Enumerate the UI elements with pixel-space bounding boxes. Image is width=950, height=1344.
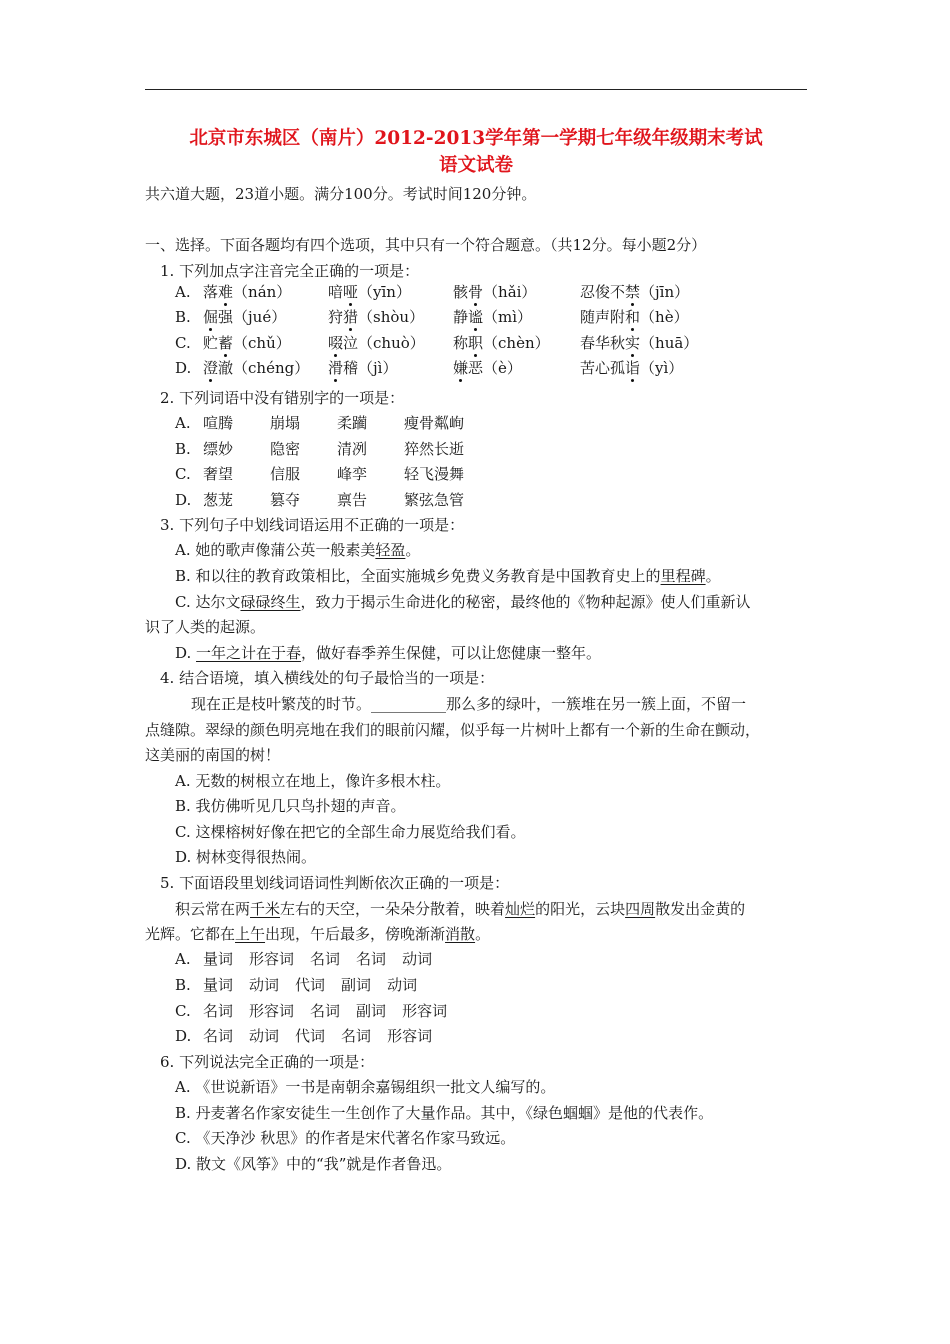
text: （nán） bbox=[233, 283, 292, 301]
pos-word: 副词 bbox=[356, 1002, 387, 1020]
pos-word: 形容词 bbox=[249, 1002, 295, 1020]
text: （huā） bbox=[640, 334, 699, 352]
pos-word: 量词 bbox=[203, 950, 234, 968]
option-letter: D. bbox=[175, 491, 192, 509]
pinyin-item bbox=[328, 283, 411, 301]
pos-word: 名词 bbox=[356, 950, 387, 968]
q4-passage-line: 点缝隙。翠绿的颜色明亮地在我们的眼前闪耀，似乎每一片树叶上都有一个新的生命在颤动， bbox=[145, 721, 761, 739]
option-letter: A. bbox=[175, 414, 191, 432]
pinyin-item bbox=[328, 334, 425, 352]
text: ，致力于揭示生命进化的秘密，最终他的《物种起源》使人们重新认 bbox=[300, 593, 751, 611]
q3-option-b bbox=[175, 567, 721, 585]
pinyin-item bbox=[453, 334, 550, 352]
text: （hǎi） bbox=[483, 283, 537, 301]
text: （chǔ） bbox=[233, 334, 291, 352]
text: 那么多的绿叶，一簇堆在另一簇上面，不留一 bbox=[446, 695, 747, 713]
q4-option: C. 这棵榕树好像在把它的全部生命力展览给我们看。 bbox=[175, 823, 526, 841]
pinyin-item bbox=[580, 283, 689, 301]
word-item: 峰孪 bbox=[337, 465, 368, 483]
pinyin-item bbox=[203, 359, 309, 377]
pos-word: 量词 bbox=[203, 976, 234, 994]
text: 出现，午后最多，傍晚渐渐 bbox=[265, 925, 446, 943]
dotted-char: 滑 bbox=[328, 359, 344, 377]
dotted-char: 谧 bbox=[468, 308, 484, 326]
word-item: 禀告 bbox=[337, 491, 368, 509]
q3-option-d bbox=[175, 644, 601, 662]
text: （hè） bbox=[640, 308, 689, 326]
text: （yì） bbox=[640, 359, 684, 377]
text: 骸 bbox=[453, 283, 469, 301]
pos-word: 形容词 bbox=[387, 1027, 433, 1045]
pos-sequence bbox=[203, 1002, 463, 1020]
underlined-phrase: 一年之计在于春 bbox=[196, 644, 302, 662]
pinyin-item bbox=[203, 283, 291, 301]
text: （chèn） bbox=[483, 334, 550, 352]
word-item: 柔躏 bbox=[337, 414, 368, 432]
dotted-char: 难 bbox=[218, 283, 234, 301]
page-title: 北京市东城区（南片）2012-2013学年第一学期七年级年级期末考试 bbox=[189, 128, 763, 149]
blank: __________ bbox=[371, 695, 447, 713]
dotted-char: 哑 bbox=[343, 283, 359, 301]
text: 。 bbox=[705, 567, 721, 585]
text: （jīn） bbox=[640, 283, 690, 301]
word-item: 奢望 bbox=[203, 465, 234, 483]
pos-word: 名词 bbox=[310, 1002, 341, 1020]
word-item: 信服 bbox=[270, 465, 301, 483]
pos-word: 动词 bbox=[249, 1027, 280, 1045]
text: 苦心孤 bbox=[580, 359, 626, 377]
exam-intro: 共六道大题，23道小题。满分100分。考试时间120分钟。 bbox=[145, 185, 537, 203]
dotted-char: 倔 bbox=[203, 308, 219, 326]
text: 忍俊不 bbox=[580, 283, 626, 301]
q4-passage-line bbox=[191, 695, 746, 713]
text: 光辉。它都在 bbox=[145, 925, 236, 943]
pos-word: 副词 bbox=[341, 976, 372, 994]
question-stem: 3. 下列句子中划线词语运用不正确的一项是： bbox=[160, 516, 465, 534]
text: 泣（chuò） bbox=[343, 334, 425, 352]
text: 狩 bbox=[328, 308, 344, 326]
pos-word: 形容词 bbox=[402, 1002, 448, 1020]
dotted-char: 澄 bbox=[203, 359, 219, 377]
option-letter: A. bbox=[175, 283, 191, 301]
word-item: 清冽 bbox=[337, 440, 368, 458]
pinyin-item bbox=[203, 308, 286, 326]
underlined-phrase: 碌碌终生 bbox=[240, 593, 301, 611]
option-letter: A. bbox=[175, 950, 191, 968]
pos-sequence bbox=[203, 950, 448, 968]
pinyin-item bbox=[203, 334, 291, 352]
word-item: 猝然长逝 bbox=[404, 440, 465, 458]
dotted-char: 和 bbox=[625, 308, 641, 326]
option-letter: C. bbox=[175, 334, 191, 352]
q4-passage-line: 这美丽的南国的树！ bbox=[145, 746, 281, 764]
word-item: 缥妙 bbox=[203, 440, 234, 458]
pos-word: 名词 bbox=[341, 1027, 372, 1045]
text: （yīn） bbox=[358, 283, 411, 301]
pinyin-item bbox=[328, 359, 397, 377]
text: 恶（è） bbox=[468, 359, 522, 377]
q6-option: A. 《世说新语》一书是南朝余嘉锡组织一批文人编写的。 bbox=[175, 1078, 556, 1096]
text: 散发出金黄的 bbox=[655, 900, 746, 918]
q4-option: D. 树林变得很热闹。 bbox=[175, 848, 317, 866]
text: 称 bbox=[453, 334, 469, 352]
pos-word: 名词 bbox=[310, 950, 341, 968]
word-item: 瘦骨粼峋 bbox=[404, 414, 465, 432]
word-item: 篡夺 bbox=[270, 491, 301, 509]
option-letter: D. bbox=[175, 1027, 192, 1045]
pinyin-item bbox=[453, 359, 522, 377]
question-stem: 4. 结合语境，填入横线处的句子最恰当的一项是： bbox=[160, 669, 495, 687]
q3-option-c-cont: 识了人类的起源。 bbox=[145, 618, 266, 636]
option-letter: B. bbox=[175, 308, 191, 326]
question-stem: 2. 下列词语中没有错别字的一项是： bbox=[160, 389, 405, 407]
dotted-char: 蓄 bbox=[218, 334, 234, 352]
text: 强（jué） bbox=[218, 308, 287, 326]
text: 静 bbox=[453, 308, 469, 326]
pos-sequence bbox=[203, 1027, 448, 1045]
underlined-phrase: 轻盈 bbox=[375, 541, 406, 559]
underlined-word: 灿烂 bbox=[505, 900, 536, 918]
text: 随声附 bbox=[580, 308, 626, 326]
text: B. 和以往的教育政策相比，全面实施城乡免费义务教育是中国教育史上的 bbox=[175, 567, 661, 585]
option-letter: C. bbox=[175, 465, 191, 483]
text: ，做好春季养生保健，可以让您健康一整年。 bbox=[301, 644, 602, 662]
word-item: 葱茏 bbox=[203, 491, 234, 509]
option-letter: B. bbox=[175, 976, 191, 994]
pos-word: 动词 bbox=[402, 950, 433, 968]
underlined-word: 消散 bbox=[445, 925, 476, 943]
text: 左右的天空，一朵朵分散着，映着 bbox=[280, 900, 506, 918]
pos-sequence bbox=[203, 976, 433, 994]
text: 稽（jì） bbox=[343, 359, 398, 377]
q5-passage-line bbox=[175, 900, 745, 918]
text: （mì） bbox=[483, 308, 533, 326]
question-stem: 1. 下列加点字注音完全正确的一项是： bbox=[160, 262, 420, 280]
word-item: 轻飞漫舞 bbox=[404, 465, 465, 483]
text: 落 bbox=[203, 283, 219, 301]
text: 春华秋 bbox=[580, 334, 626, 352]
dotted-char: 实 bbox=[625, 334, 641, 352]
pinyin-item bbox=[328, 308, 424, 326]
q6-option: C. 《天净沙 秋思》的作者是宋代著名作家马致远。 bbox=[175, 1129, 516, 1147]
text: D. bbox=[175, 644, 197, 662]
q5-passage-line bbox=[145, 925, 490, 943]
option-letter: C. bbox=[175, 1002, 191, 1020]
header-rule bbox=[145, 89, 807, 90]
question-stem: 5. 下面语段里划线词语词性判断依次正确的一项是： bbox=[160, 874, 510, 892]
text: （shòu） bbox=[358, 308, 425, 326]
text: 积云常在两 bbox=[175, 900, 251, 918]
q3-option-a bbox=[175, 541, 420, 559]
dotted-char: 骨 bbox=[468, 283, 484, 301]
underlined-word: 千米 bbox=[250, 900, 281, 918]
pos-word: 形容词 bbox=[249, 950, 295, 968]
dotted-char: 职 bbox=[468, 334, 484, 352]
page-subtitle: 语文试卷 bbox=[438, 155, 513, 176]
text: 贮 bbox=[203, 334, 219, 352]
option-letter: D. bbox=[175, 359, 192, 377]
dotted-char: 猎 bbox=[343, 308, 359, 326]
dotted-char: 嫌 bbox=[453, 359, 469, 377]
underlined-word: 四周 bbox=[625, 900, 656, 918]
underlined-word: 上午 bbox=[235, 925, 266, 943]
section-heading: 一、选择。下面各题均有四个选项，其中只有一个符合题意。（共12分。每小题2分） bbox=[145, 236, 707, 254]
text: C. 达尔文 bbox=[175, 593, 241, 611]
q4-option: A. 无数的树根立在地上，像许多根木柱。 bbox=[175, 772, 451, 790]
text: 喑 bbox=[328, 283, 344, 301]
dotted-char: 禁 bbox=[625, 283, 641, 301]
text: 。 bbox=[405, 541, 421, 559]
word-item: 繁弦急管 bbox=[404, 491, 465, 509]
text: 。 bbox=[475, 925, 491, 943]
pos-word: 动词 bbox=[249, 976, 280, 994]
pos-word: 代词 bbox=[295, 976, 326, 994]
word-item: 隐密 bbox=[270, 440, 301, 458]
word-item: 崩塌 bbox=[270, 414, 301, 432]
pinyin-item bbox=[580, 334, 698, 352]
pos-word: 名词 bbox=[203, 1027, 234, 1045]
pinyin-item bbox=[453, 308, 532, 326]
q3-option-c bbox=[175, 593, 751, 611]
text: A. 她的歌声像蒲公英一般素美 bbox=[175, 541, 376, 559]
text: 现在正是枝叶繁茂的时节。 bbox=[191, 695, 372, 713]
pinyin-item bbox=[580, 308, 689, 326]
question-stem: 6. 下列说法完全正确的一项是： bbox=[160, 1053, 375, 1071]
pos-word: 代词 bbox=[295, 1027, 326, 1045]
text: 澈（chéng） bbox=[218, 359, 310, 377]
pinyin-item bbox=[453, 283, 536, 301]
pos-word: 动词 bbox=[387, 976, 418, 994]
pinyin-item bbox=[580, 359, 683, 377]
dotted-char: 啜 bbox=[328, 334, 344, 352]
q4-option: B. 我仿佛听见几只鸟扑翅的声音。 bbox=[175, 797, 406, 815]
text: 的阳光，云块 bbox=[535, 900, 626, 918]
word-item: 喧腾 bbox=[203, 414, 234, 432]
dotted-char: 诣 bbox=[625, 359, 641, 377]
underlined-phrase: 里程碑 bbox=[660, 567, 706, 585]
pos-word: 名词 bbox=[203, 1002, 234, 1020]
q6-option: B. 丹麦著名作家安徒生一生创作了大量作品。其中，《绿色蝈蝈》是他的代表作。 bbox=[175, 1104, 714, 1122]
option-letter: B. bbox=[175, 440, 191, 458]
q6-option: D. 散文《风筝》中的“我”就是作者鲁迅。 bbox=[175, 1155, 452, 1173]
